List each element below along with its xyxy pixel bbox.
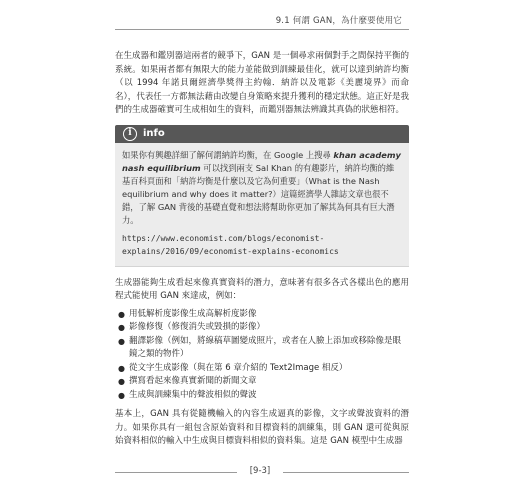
page-number: [9-3] xyxy=(249,466,271,476)
info-text xyxy=(122,149,402,227)
list-item: ● 生成與訓練集中的聲波相似的聲波 xyxy=(115,389,409,403)
economist-url[interactable]: https://www.economist.com/blogs/economist-explains/2016/09/economist-explains-economics xyxy=(122,233,339,256)
bullet-icon: ● xyxy=(118,309,125,319)
list-item: ● 從文字生成影像（與在第 6 章介紹的 Text2Image 相反） xyxy=(115,362,409,376)
list-item: ● 翻譯影像（例如，將線稿草圖變成照片，或者在人臉上添加或移除像是眼鏡之類的物件） xyxy=(118,335,402,359)
bullet-icon: ● xyxy=(118,377,125,386)
bullet-icon: ● xyxy=(118,336,125,346)
list-item: ● 撰寫看起來像真實新聞的新聞文章 xyxy=(115,375,409,389)
info-box xyxy=(115,143,409,267)
footer-rule xyxy=(283,472,409,473)
applications-list xyxy=(115,308,409,403)
header-rule xyxy=(115,29,409,30)
info-text-after: 可以找到兩支 Sal Khan 的有趣影片，納許均衡的維基百科頁面和「納許均衡是什麼以及它為何重要」（What is the Nash equilibrium and why does it matter?）這篇經濟學人雜誌文章也很不錯，了解 GAN 背後的基礎直覺和想法將幫助你更加了解其為何具有巨大潛力。 xyxy=(122,162,395,225)
list-item: ● 用低解析度影像生成高解析度影像 xyxy=(115,308,409,322)
bullet-icon: ● xyxy=(118,363,125,373)
list-item: ● 影像修復（修復消失或毀損的影像） xyxy=(115,321,409,335)
page-content xyxy=(115,50,409,449)
bullet-icon: ● xyxy=(118,323,125,332)
info-title: info xyxy=(143,128,165,139)
lightbulb-icon: i xyxy=(123,127,137,141)
running-header: 9.1 何謂 GAN，為什麼要使用它 xyxy=(275,16,402,26)
bullet-icon: ● xyxy=(118,390,125,400)
paragraph-applications-intro: 生成器能夠生成看起來像真實資料的潛力，意味著有很多各式各樣出色的應用程式能使用 GAN 來達成，例如： xyxy=(115,277,409,301)
info-text-before: 如果你有興趣詳細了解何謂納許均衡，在 Google 上搜尋 xyxy=(122,149,334,160)
paragraph-nash-equilibrium: 在生成器和鑑別器這兩者的競爭下，GAN 是一個尋求兩個對手之間保持平衡的系統。如果兩者都有無限大的能力並能做到訓練最佳化，就可以達到納許均衡（以 1994 年諾貝爾經濟學獎得主約翰．納許以及電影《美麗境界》而命名），代表任一方都無法藉由改變自身策略來提升獲利的穩定狀態。這正好是我們的生成器確實可生成相如生的資料，而鑑別器無法辨識其真偽的狀態相符。 xyxy=(115,51,409,115)
paragraph-gan-potential: 基本上，GAN 具有從隨機輸入的內容生成逼真的影像，文字或聲波資料的潛力。如果你具有一組包含原始資料和目標資料的訓練集，則 GAN 還可從與原始資料相似的輸入中生成與目標資料相似的資料集。這是 GAN 模型中生成器 xyxy=(115,409,409,446)
info-search-term: khan academy nash equilibrium xyxy=(122,149,401,173)
info-box-header xyxy=(115,125,409,143)
